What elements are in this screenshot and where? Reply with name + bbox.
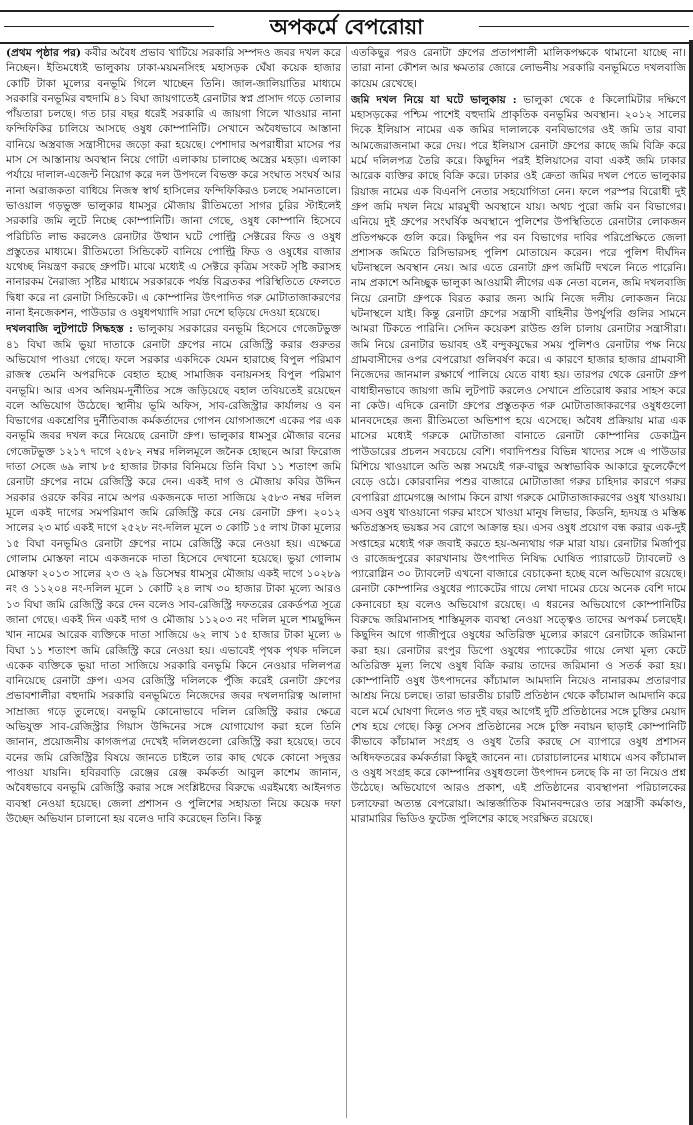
- paragraph-lead: (প্রথম পৃষ্ঠার পর): [6, 47, 81, 59]
- paragraph: [351, 46, 686, 92]
- paragraph: [351, 93, 686, 827]
- headline-bar: [0, 10, 693, 44]
- paragraph-text: ভালুকায় সরকারের বনভূমি হিসেবে গেজেটভুক্ত ৪১ বিঘা জমি ভুয়া দাতাকে রেনাটা গ্রুপের নামে রেজিস্ট্রি করার গুরুতর অভিযোগ পাওয়া গেছে। ফলে সরকার একদিকে যেমন হারাচ্ছে বিপুল পরিমাণ রাজস্ব তেমনি অপরদিকে বেহাত হচ্ছে সামাজিক বনায়নসহ বিপুল পরিমাণ বনভূমি। আর এসব অনিয়ম-দুর্নীতির সঙ্গে জড়িয়েছে বহাল তবিয়তেই রয়েছেন বলে অভিযোগ উঠেছে। স্থানীয় ভূমি অফিস, সাব-রেজিস্ট্রার কার্যালয় ও বন বিভাগের একশ্রেণির দুর্নীতিবাজ কর্মকর্তাদের গোপন যোগসাজশে একের পর এক বনভূমি জবর দখল করে নিয়েছে রেনাটা গ্রুপ। ভালুকার ধামসুর মৌজার বনের গেজেটভুক্ত ১২১৭ দাগে ২৫৮২ নম্বর দলিলমূলে জনৈক হোছনে আরা ফিরোজ দাতা সেজে ৬৯ লাখ ৮৫ হাজার টাকার বিনিময়ে তিনি বিঘা ১১ শতাংশ জমি রেনাটা গ্রুপের নামে রেজিস্ট্রি করে দেন। একই দাগ ও মৌজায় কবির উদ্দিন সরকার ওরফে কবির নামে অপর একজনকে দাতা সাজিয়ে ২৫৮৩ নম্বর দলিল মূলে একই দাগের সমপরিমাণ জমি রেজিস্ট্রি করে নেয় রেনাটা গ্রুপ। ২০১২ সালের ২৩ মার্চ একই দাগে ২৫২৮ নং-দলিল মূলে ৩ কোটি ১৫ লাখ টাকা মূল্যের ১৫ বিঘা বনভূমিও রেনাটা গ্রুপের নামে রেজিস্ট্রি করে নেওয়া হয়। এক্ষেত্রে গোলাম মোস্তফা নামে একজনকে দাতা হিসেবে দেখানো হয়েছে। ভুয়া গোলাম মোস্তফা ২০১৩ সালের ২৩ ও ২৯ ডিসেম্বর ধামসুর মৌজায় একই দাগে ১০২৮৯ নং ও ১১২০৪ নং-দলিল মূলে ১ কোটি ২৪ লাখ ৩০ হাজার টাকা মূল্যে আরও ১৩ বিঘা জমি রেজিস্ট্রি করে দেন বলেও সাব-রেজিস্ট্রি দফতরের রেকর্ডপত্র সূত্রে জানা গেছে। একই দিন একই দাগ ও মৌজায় ১১২০৩ নং দলিল মূলে শামছুদ্দিন খান নামের আরেক ব্যক্তিকে দাতা সাজিয়ে ৬২ লাখ ১৫ হাজার টাকা মূল্যে ৬ বিঘা ১১ শতাংশ জমি রেজিস্ট্রি করে নেওয়া হয়। এভাবেই পৃথক পৃথক দলিলে একেক ব্যক্তিকে ভুয়া দাতা সাজিয়ে সরকারি বনভূমি কিনে নেওয়ার দলিলপত্র বানিয়েছে রেনাটা গ্রুপ। এসব রেজিস্ট্রি দলিলকে পুঁজি করেই রেনাটা গ্রুপের প্রভাবশালীরা বহুদামি সরকারি বনভূমিতে নিজেদের জবর দখলদারিত্ব আলাদা সাম্রাজ্য গড়ে তুলেছে। বনভূমি কোনোভাবে দলিল রেজিস্ট্রি করার ক্ষেত্রে অভিযুক্ত সাব-রেজিস্ট্রার গিয়াস উদ্দিনের সঙ্গে যোগাযোগ করা হলে তিনি জানান, প্রয়োজনীয় কাগজপত্র দেখেই দলিলগুলো রেজিস্ট্রি করা হয়েছে। তবে বনের জমি রেজিস্ট্রির বিষয়ে জানতে চাইলে তার কাছ থেকে কোনো সদুত্তর পাওয়া যায়নি। হবিরবাড়ি রেঞ্জের রেঞ্জ কর্মকর্তা আবুল কাশেম জানান, অবৈধভাবে বনভূমি রেজিস্ট্রি করার সঙ্গে সংশ্লিষ্টদের বিরুদ্ধে এরইমধ্যে আইনগত ব্যবস্থা নেওয়া হয়েছে। জেলা প্রশাসন ও পুলিশের সহায়তা নিয়ে কয়েক দফা উচ্ছেদ অভিযান চালানো হয় বলেও দাবি করেছেন তিনি। কিন্তু: [6, 323, 341, 825]
- page-edge-rule: [689, 40, 693, 1125]
- column-divider: [346, 46, 347, 1118]
- paragraph: [6, 46, 341, 321]
- column-right: [351, 46, 686, 1118]
- headline: [0, 12, 693, 42]
- paragraph-lead: দখলবাজি লুটপাটে সিদ্ধহস্ত :: [6, 323, 133, 336]
- paragraph-text: কবীর অবৈধ প্রভাব খাটিয়ে সরকারি সম্পদও জবর দখল করে নিচ্ছেন। ইতিমধ্যেই ভালুকায় ঢাকা-ময়মনসিংহ মহাসড়ক ঘেঁষা কয়েক হাজার কোটি টাকা মূল্যের বনভূমি গিলে খাচ্ছেন তিনি। জাল-জালিয়াতির মাধ্যমে সরকারি বনভূমির বহুদামি ৪১ বিঘা জায়গাতেই রেনাটার স্বপ্ন প্রাসাদ গড়ে তোলার পাঁয়তারা চলছে। গত চার বছর ধরেই সরকারি এ জায়গা গিলে খাওয়ার নানা ফন্দিফিকির চালিয়ে আসছে ওষুধ কোম্পানিটি। সেখানে অবৈধভাবে আস্তানা বানিয়ে অস্ত্রবাজ সন্ত্রাসীদের জড়ো করা হয়েছে। পেশাদার অপরাধীরা মাসের পর মাস সে আস্তানায় অবস্থান নিয়ে গোটা এলাকায় চালাচ্ছে অস্ত্রের মহড়া। এলাকা পর্যায়ে দালাল-এজেন্ট নিয়োগ করে দল উপদলে বিভক্ত করে সংঘাত সংঘর্ষ আর নানা অরাজকতা বাধিয়ে নিজস্ব স্বার্থ হাসিলের ফন্দিফিকিরও চলছে সমানতালে। ভাওয়াল গড়ভুক্ত ভালুকার ধামসুর মৌজায় রীতিমতো সাগর চুরির স্টাইলেই সরকারি জমি লুটে নিচ্ছে কোম্পানিটি। জানা গেছে, ওষুধ কোম্পানি হিসেবে পরিচিতি লাভ করলেও রেনাটার উত্থান ঘটে পোল্ট্রি সেক্টরের ফিড ও ওষুধ প্রস্তুতের মাধ্যমে। রীতিমতো সিন্ডিকেট বানিয়ে পোল্ট্রি ফিড ও ওষুধের বাজার যথেচ্ছ নিয়ন্ত্রণ করছে গ্রুপটি। মাঝে মধ্যেই এ সেক্টরে কৃত্রিম সংকট সৃষ্টি করাসহ নানারকম নৈরাজ্য সৃষ্টির মাধ্যমে সরকারকে পর্যন্ত বিব্রতকর পরিস্থিতিতে ফেলতে দ্বিধা করে না রেনাটা সিন্ডিকেট। এ কোম্পানির উৎপাদিত গরু মোটাতাজাকরণের নানা ইনজেকশন, পাউডার ও ওষুধপথ্যাদি সারা দেশে ছড়িয়ে দেওয়া হয়েছে।: [6, 47, 341, 320]
- column-left: [6, 46, 341, 1118]
- paragraph-text: ভালুকা থেকে ৫ কিলোমিটার দক্ষিণে মহাসড়কের পশ্চিম পাশেই বহুদামি প্রাকৃতিক বনভূমির অবস্থান। ২০১২ সালের দিকে ইলিয়াস নামের এক জমির দালালকে বনবিভাগের ওই জমি তার বাবা আমজেরাজনামা করে দেয়। পরে ইলিয়াস রেনাটা গ্রুপের কাছে জমি বিক্রি করে মর্মে দলিলপত্র তৈরি করে। কিছুদিন পরই ইলিয়াসের বাবা একই জমি ঢাকার আরেক ব্যক্তির কাছে বিক্রি করে। ঢাকার ওই ক্রেতা জমির দখল পেতে ভালুকার রিয়াজ নামের এক বিএনপি নেতার সহযোগিতা নেন। ফলে পরস্পর বিরোধী দুই গ্রুপ জমি দখল নিয়ে মারমুখী অবস্থানে যায়। অথচ পুরো জমি বন বিভাগের। এনিয়ে দুই গ্রুপের সংঘর্ষিক অবস্থানে পুলিশের উপস্থিতিতে রেনাটার লোকজন প্রতিপক্ষকে গুলি করে। কিছুদিন পর বন বিভাগের দাবির পরিপ্রেক্ষিতে জেলা প্রশাসক জমিতে রিসিভারসহ পুলিশ মোতায়েন করেন। পরে পুলিশ দীর্ঘদিন ঘটনাস্থলে অবস্থান নেয়। আর এতে রেনাটা গ্রুপ জমিটি দখলে নিতে পারেনি। নাম প্রকাশে অনিচ্ছুক ভালুকা আওয়ামী লীগের এক নেতা বলেন, জমি দখলবাজি নিয়ে রেনাটা গ্রুপকে বিরত করার জন্য আমি নিজে দলীয় লোকজন নিয়ে ঘটনাস্থলে যাই। কিন্তু রেনাটা গ্রুপের সন্ত্রাসী বাহিনীর উপর্যুপরি গুলির সামনে আমরা টিকতে পারিনি। সেদিন কয়েকশ রাউন্ড গুলি চালায় রেনাটার সন্ত্রাসীরা। জমি নিয়ে রেনাটার ভয়াবহ ওই বন্দুকযুদ্ধের সময় পুলিশও রেনাটার পক্ষ নিয়ে গ্রামবাসীদের ওপর বেপরোয়া গুলিবর্ষণ করে। এ কারণে হাজার হাজার গ্রামবাসী নিজেদের জানমাল রক্ষার্থে পালিয়ে যেতে বাধ্য হয়। তারপর থেকে রেনাটা গ্রুপ বাধাহীনভাবে জায়গা জমি লুটপাট করলেও সেখানে প্রতিরোধ করার সাহস করে না কেউ। এদিকে রেনাটা গ্রুপের প্রস্তুতকৃত গরু মোটাতাজাকরণের ওষুধগুলো মানবদেহের জন্য রীতিমতো অভিশাপ হয়ে এসেছে। অবৈধ প্রক্রিয়ায় মাত্র এক মাসের মধ্যেই গরুকে মোটাতাজা বানাতে রেনাটা কোম্পানির ডেকাট্রন পাউডারের প্রচলন সবচেয়ে বেশি। গবাদিপশুর বিভিন্ন খাদ্যের সঙ্গে এ পাউডার মিশিয়ে খাওয়ালে অতি অল্প সময়েই গরু-বাছুর অস্বাভাবিক আকারে ফুলেফেঁপে বেড়ে ওঠে। কোরবানির পশুর বাজারে মোটাতাজা গরুর চাহিদার কারণে গরুর বেপারিরা গ্রামেগঞ্জে আগাম কিনে রাখা গরুকে মোটাতাজাকরণের ওষুধ খাওয়ায়। এসব ওষুধ খাওয়ানো গরুর মাংসে খাওয়া মানুষ লিভার, কিডনি, হৃদযন্ত্র ও মস্তিষ্ক ক্ষতিগ্রস্তসহ ভয়ঙ্কর সব রোগে আক্রান্ত হয়। এসব ওষুধ প্রয়োগ বন্ধ করার এক-দুই সপ্তাহের মধ্যেই গরু জবাই করতে হয়-অন্যথায় গরু মারা যায়। রেনাটার মির্জাপুর ও রাজেন্দ্রপুরের কারখানায় উৎপাদিত নিষিদ্ধ ঘোষিত প্যারাডেট ট্যাবলেট ও প্যারোগ্লিন ৩০ ট্যাবলেট এখনো বাজারে বেচাকেনা হচ্ছে বলে অভিযোগ রয়েছে। রেনাটা কোম্পানির ওষুধের প্যাকেটের গায়ে লেখা দামের চেয়ে অনেক বেশি দামে কেনাবেচা হয় বলেও অভিযোগ রয়েছে। এ ধরনের অভিযোগে কোম্পানিটির বিরুদ্ধে জরিমানাসহ শাস্তিমূলক ব্যবস্থা নেওয়া সত্ত্বেও তাদের অপকর্ম চলছেই। কিছুদিন আগে গাজীপুরে ওষুধের অতিরিক্ত মূল্যের কারণে রেনাটাকে জরিমানা করা হয়। রেনাটার রংপুর ডিপো ওষুধের প্যাকেটের গায়ে লেখা মূল্য কেটে অতিরিক্ত মূল্য লিখে ওষুধ বিক্রি করায় তাদের জরিমানা ও সতর্ক করা হয়। কোম্পানিটি ওষুধ উৎপাদনের কাঁচামাল আমদানি নিয়েও নানারকম প্রতারণার আশ্রয় নিয়ে চলছে। তারা ভারতীয় চারটি প্রতিষ্ঠান থেকে কাঁচামাল আমদানি করে বলে মর্মে ঘোষণা দিলেও গত দুই বছর আগেই দুটি প্রতিষ্ঠানের সঙ্গে চুক্তির মেয়াদ শেষ হয়ে গেছে। কিন্তু সেসব প্রতিষ্ঠানের সঙ্গে চুক্তি নবায়ন ছাড়াই কোম্পানিটি কীভাবে কাঁচামাল সংগ্রহ ও ওষুধ তৈরি করছে সে ব্যাপারে ওষুধ প্রশাসন অধিদফতরের কর্মকর্তারা কিছুই জানেন না। চোরাচালানের মাধ্যমে এসব কাঁচামাল ও ওষুধ সংগ্রহ করে কোম্পানির ওষুধগুলো উৎপাদন চলছে কি না তা নিয়েও প্রশ্ন উঠেছে। অভিযোগে আরও প্রকাশ, এই প্রতিষ্ঠানের ব্যবস্থাপনা পরিচালকের চলাফেরা অত্যন্ত বেপরোয়া। আন্তর্জাতিক বিমানবন্দরেও তার সন্ত্রাসী কর্মকাণ্ড, মারামারির ভিডিও ফুটেজ পুলিশের কাছে সংরক্ষিত রয়েছে।: [351, 93, 686, 825]
- paragraph-lead: জমি দখল নিয়ে যা ঘটে ভালুকায় :: [351, 93, 517, 106]
- headline-text: অপকর্মে বেপরোয়া: [260, 15, 434, 39]
- paragraph-text: এতকিছুর পরও রেনাটা গ্রুপের প্রতাপশালী মালিকপক্ষকে থামানো যাচ্ছে না। তারা নানা কৌশল আর ক্ষমতার জোরে লোভনীয় সরকারি বনভূমিতে দখলবাজি কায়েম রেখেছে।: [351, 47, 686, 90]
- paragraph: [6, 322, 341, 827]
